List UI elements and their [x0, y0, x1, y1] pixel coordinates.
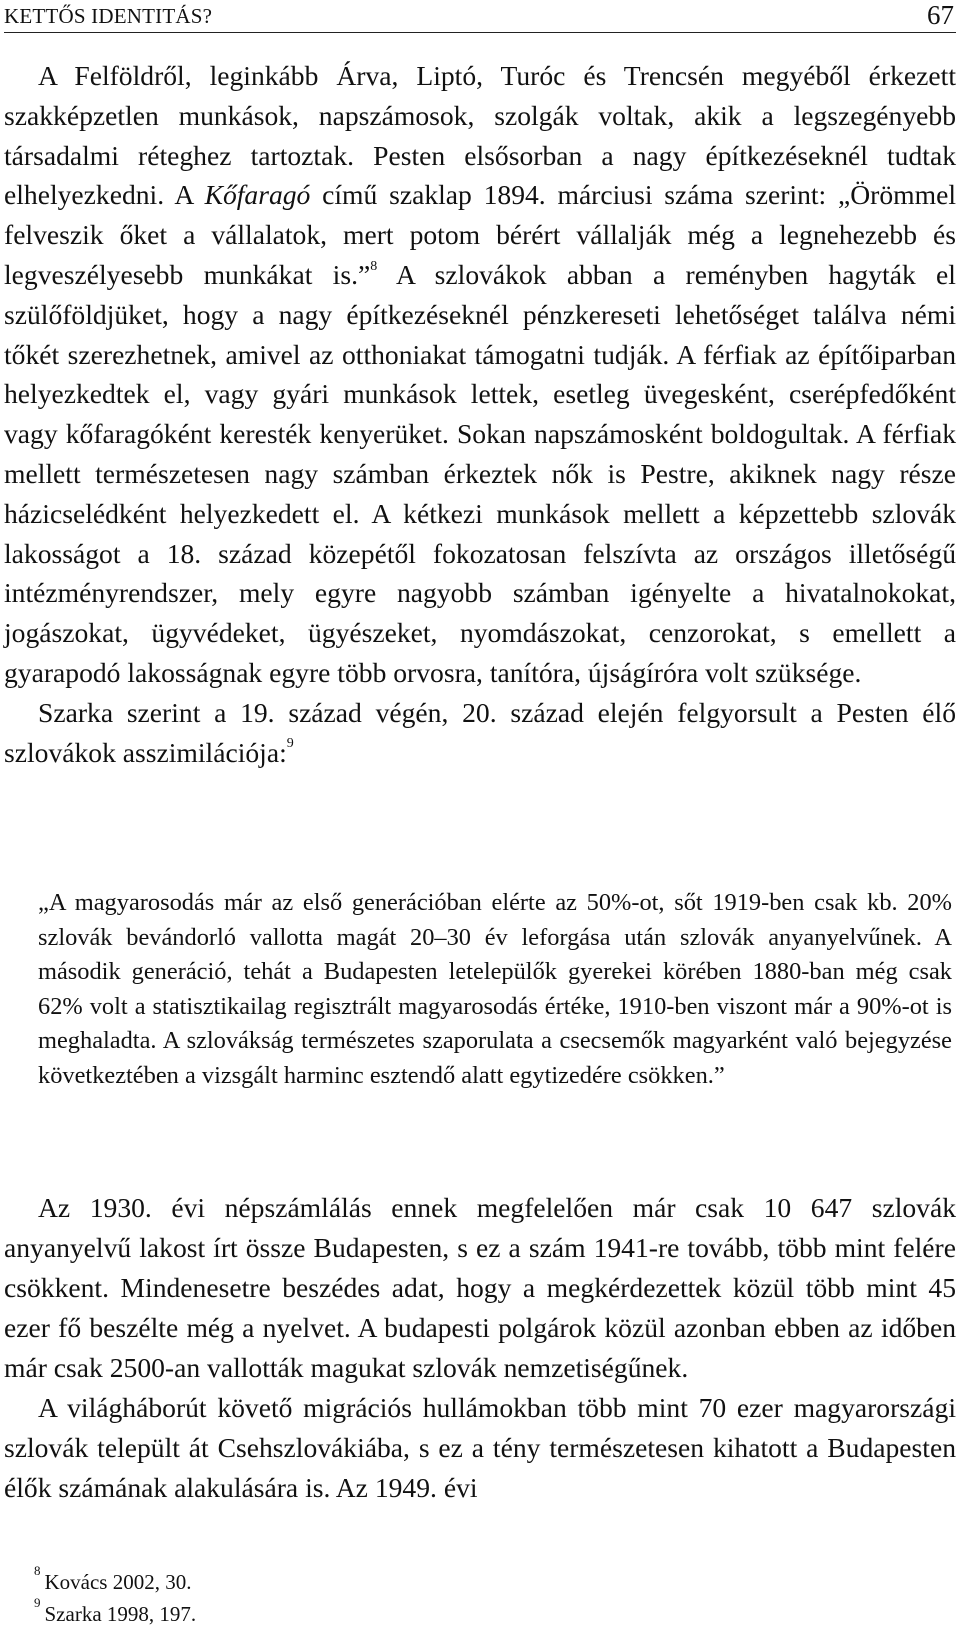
- footnotes: [34, 1563, 934, 1630]
- footnote-text: Szarka 1998, 197.: [44, 1602, 197, 1626]
- footnote-9: [34, 1595, 934, 1630]
- paragraph-1-part-2: című szaklap 1894. márciusi száma szerint: „Örömmel felveszik őket a vállalatok, mert potom bérért vállalják még a legnehezebb és legveszélyesebb munkákat is.”: [4, 179, 956, 290]
- footnote-number: 9: [34, 1595, 41, 1610]
- paragraph-3: Az 1930. évi népszámlálás ennek megfelelően már csak 10 647 szlovák anyanyelvű lakost írt össze Budapesten, s ez a szám 1941-re tovább, több mint felére csökkent. Mindenesetre beszédes adat, hogy a megkérdezettek közül több mint 45 ezer fő beszélte még a nyelvet. A budapesti polgárok közül azonban ebben az időben már csak 2500-an vallották magukat szlovák nemzetiségűnek.: [4, 1192, 956, 1383]
- running-header: [4, 0, 956, 33]
- quote-text: „A magyarosodás már az első generációban elérte az 50%-ot, sőt 1919-ben csak kb. 20% szlovák bevándorló vallotta magát 20–30 év leforgása után szlovák anyanyelvűnek. A második generáció, tehát a Budapesten letelepülők gyerekei körében 1880-ban még csak 62% volt a statisztikailag regisztrált magyarosodás értéke, 1910-ben viszont már a 90%-ot is meghaladta. A szlovákság természetes szaporulata a csecsemők magyarként való bejegyzése következtében a vizsgált harminc esztendő alatt egytizedére csökken.”: [38, 889, 952, 1089]
- footnote-ref-8[interactable]: 8: [370, 258, 378, 274]
- paragraph-1: [4, 56, 956, 693]
- paragraph-2: [4, 693, 956, 773]
- paragraph-4: A világháborút követő migrációs hullámokban több mint 70 ezer magyarországi szlovák települt át Csehszlovákiába, s ez a tény természetesen kihatott a Budapesten élők számának alakulására is. Az 1949. évi: [4, 1392, 956, 1503]
- paragraph-1-part-1: A Felföldről, leginkább Árva, Liptó, Turóc és Trencsén megyéből érkezett szakképzetlen munkások, napszámosok, szolgák voltak, akik a legszegényebb társadalmi réteghez tartoztak. Pesten elsősorban a nagy építkezéseknél tudtak elhelyezkedni. A: [4, 60, 956, 211]
- paragraph-2-text: Szarka szerint a 19. század végén, 20. század elején felgyorsult a Pesten élő szlovákok asszimilációja:: [4, 696, 956, 768]
- paragraph-1-part-3: A szlovákok abban a reményben hagyták el szülőföldjüket, hogy a nagy építkezéseknél pénzkereseti lehetőséget találva némi tőkét szerezhetnek, amivel az otthoniakat támogatni tudják. A férfiak az építőiparban helyezkedtek el, vagy gyári munkások lettek, esetleg üvegesként, cserépfedőként vagy kőfaragóként keresték kenyerüket. Sokan napszámosként boldogultak. A férfiak mellett természetesen nagy számban érkeztek nők is Pestre, akiknek nagy része házicselédként helyezkedett el. A kétkezi munkások mellett a képzettebb szlovák lakosságot a 18. század közepétől fokozatosan felszívta az országos illetőségű intézményrendszer, mely egyre nagyobb számban igényelte a hivatalnokokat, jogászokat, ügyvédeket, ügyészeket, nyomdászokat, cenzorokat, s emellett a gyarapodó lakosságnak egyre több orvosra, tanítóra, újságíróra volt szüksége.: [4, 258, 956, 688]
- page-number: 67: [927, 0, 954, 30]
- footnote-8: [34, 1563, 934, 1598]
- footnote-text: Kovács 2002, 30.: [44, 1570, 192, 1594]
- footnote-ref-9[interactable]: 9: [286, 736, 294, 752]
- journal-title: Kőfaragó: [204, 179, 311, 211]
- footnote-number: 8: [34, 1563, 41, 1578]
- main-text: [4, 56, 956, 772]
- block-quote: [38, 886, 952, 1093]
- main-text-continued: [4, 1188, 956, 1508]
- running-title: KETTŐS IDENTITÁS?: [4, 4, 213, 28]
